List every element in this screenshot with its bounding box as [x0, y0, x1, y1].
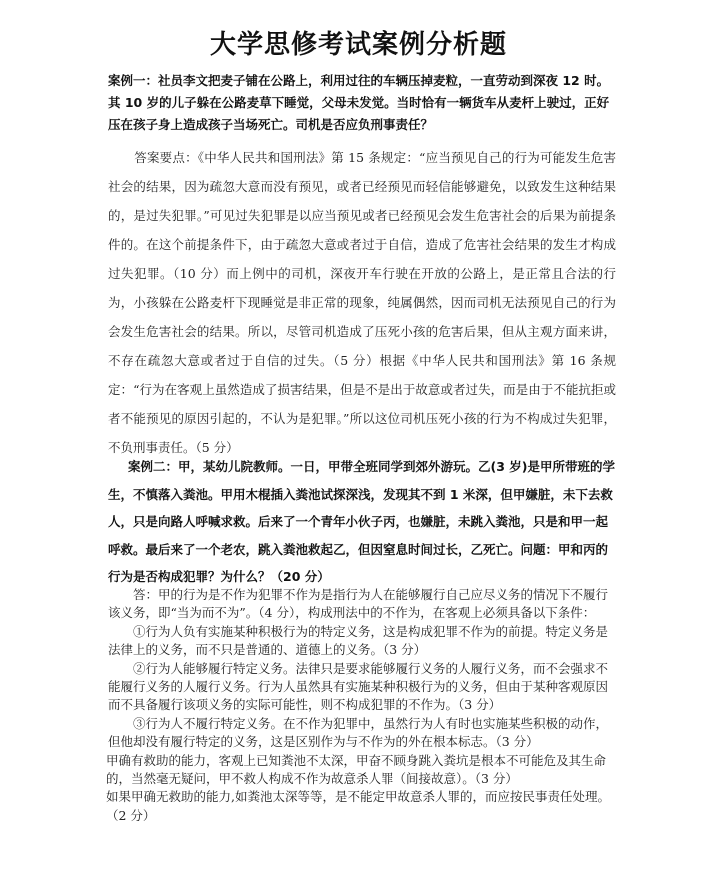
case1-answer: 答案要点：《中华人民共和国刑法》第 15 条规定：“应当预见自己的行为可能发生危害社会的结果，因为疏忽大意而没有预见，或者已经预见而轻信能够避免，以致发生这种结果的，是过失犯罪。”可见过失犯罪是以应当预见或者已经预见会发生危害社会的后果为前提条件的。在这个前提条件下，由于疏忽大意或者过于自信，造成了危害社会结果的发生才构成过失犯罪。（10 分）而上例中的司机，深夜开车行驶在开放的公路上，是正常且合法的行为，小孩躲在公路麦杆下现睡觉是非正常的现象，纯属偶然，因而司机无法预见自己的行为会发生危害社会的结果。所以，尽管司机造成了压死小孩的危害后果，但从主观方面来讲，不存在疏忽大意或者过于自信的过失。（5 分）根据《中华人民共和国刑法》第 16 条规定：“行为在客观上虽然造成了损害结果，但是不是出于故意或者过失，而是由于不能抗拒或者不能预见的原因引起的，不认为是犯罪。”所以这位司机压死小孩的行为不构成过失犯罪，不负刑事责任。（5 分） [108, 150, 616, 455]
document-title: 大学思修考试案例分析题 [209, 30, 507, 60]
case2-condition-2: ②行为人能够履行特定义务。法律只是要求能够履行义务的人履行义务，而不会强求不能履行义务的人履行义务。行为人虽然具有实施某种积极行为的义务，但由于某种客观原因而不具备履行该项义务的实际可能性，则不构成犯罪的不作为。（3 分） [108, 660, 609, 713]
case2-answer-intro: 答：甲的行为是不作为犯罪不作为是指行为人在能够履行自己应尽义务的情况下不履行该义务，即“当为而不为”。（4 分），构成刑法中的不作为，在客观上必须具备以下条件： [108, 587, 609, 621]
case1-heading: 案例一：社员李文把麦子铺在公路上，利用过往的车辆压掉麦粒，一直劳动到深夜 12 时。其 10 岁的儿子躲在公路麦草下睡觉，父母未发觉。当时恰有一辆货车从麦杆上驶过，正好压在孩子身上造成孩子当场死亡。司机是否应负刑事责任？ [108, 73, 610, 132]
case2-heading: 案例二：甲，某幼儿院教师。一日，甲带全班同学到郊外游玩。乙(3 岁)是甲所带班的学生，不慎落入粪池。甲用木棍插入粪池试探深浅，发现其不到 1 米深，但甲嫌脏，未下去救人，只是向路人呼喊求救。后来了一个青年小伙子丙，也嫌脏，未跳入粪池，只是和甲一起呼救。最后来了一个老农，跳入粪池救起乙，但因窒息时间过长，乙死亡。问题：甲和丙的行为是否构成犯罪？为什么？（20 分） [108, 459, 615, 584]
case2-condition-3: ③行为人不履行特定义务。在不作为犯罪中，虽然行为人有时也实施某些积极的动作，但他却没有履行特定的义务，这是区别作为与不作为的外在根本标志。（3 分） [108, 715, 609, 750]
case2-condition-1: ①行为人负有实施某种积极行为的特定义务，这是构成犯罪不作为的前提。特定义务是法律上的义务，而不只是普通的、道德上的义务。（3 分） [108, 623, 609, 658]
case2-answer [108, 586, 616, 825]
case2-conclusion-2: 如果甲确无救助的能力,如粪池太深等等，是不能定甲故意杀人罪的，而应按民事责任处理。（2 分） [106, 789, 610, 823]
case2-conclusion-1: 甲确有救助的能力，客观上已知粪池不太深，甲奋不顾身跳入粪坑是根本不可能危及其生命的，当然毫无疑问，甲不救人构成不作为故意杀人罪（间接故意）。（3 分） [106, 752, 607, 787]
